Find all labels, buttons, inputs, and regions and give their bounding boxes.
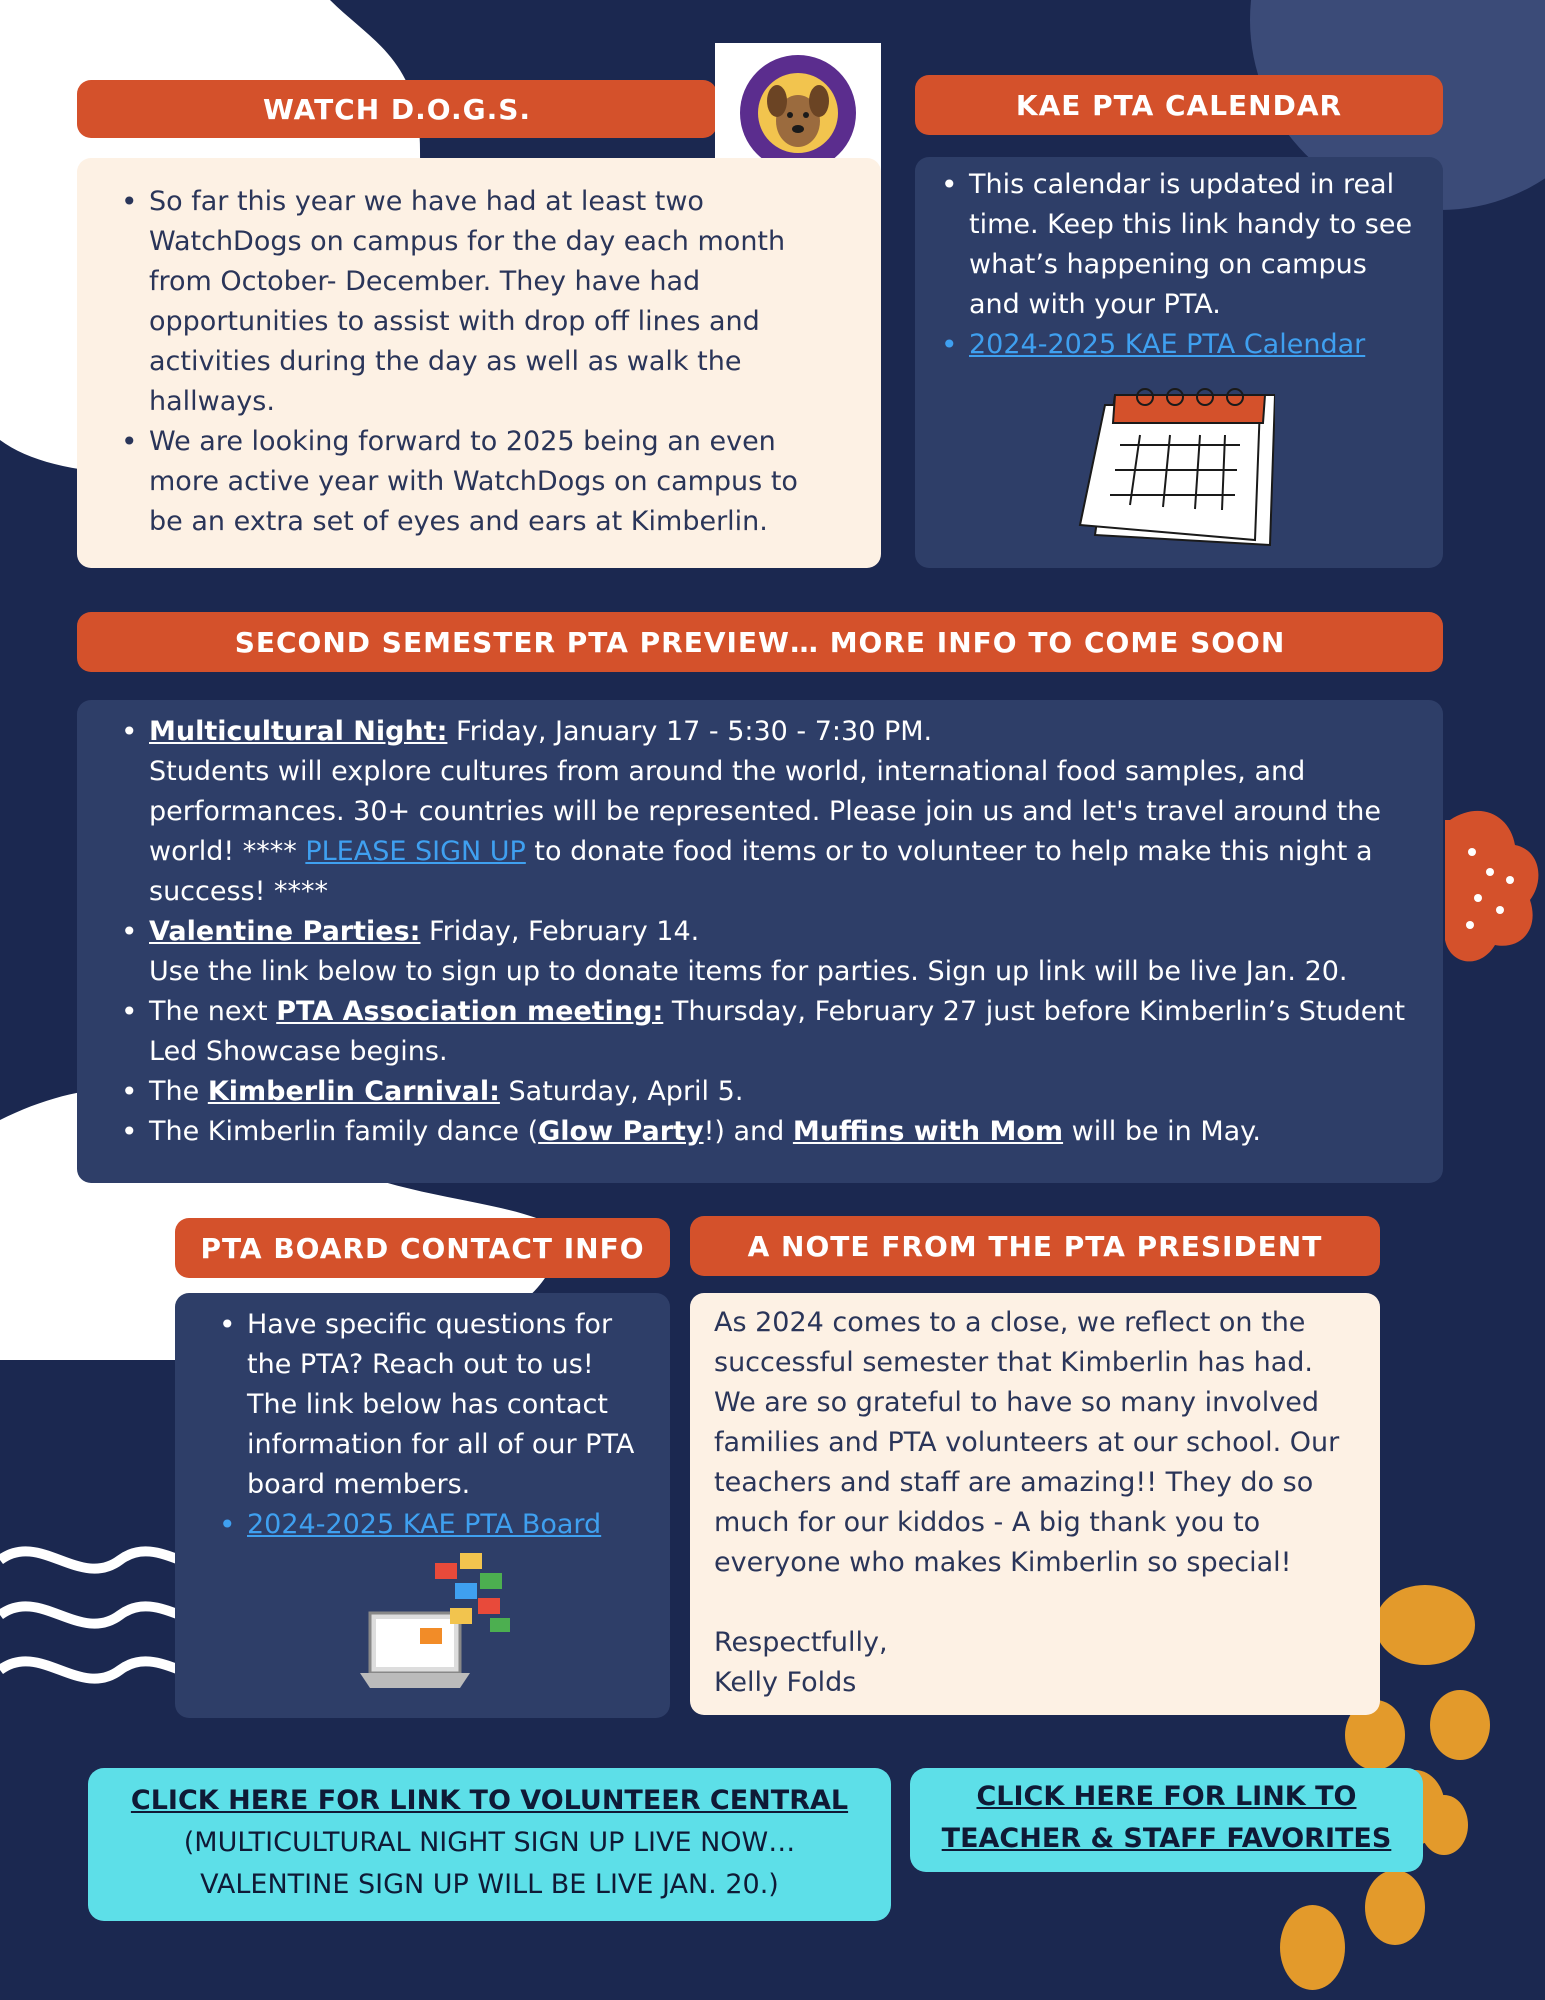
carnival-pre: The xyxy=(149,1076,208,1107)
list-item xyxy=(113,182,831,422)
list-item xyxy=(113,1112,1423,1152)
multicultural-when: Friday, January 17 - 5:30 - 7:30 PM. xyxy=(447,716,933,747)
watchdogs-bullet-text: We are looking forward to 2025 being an even more active year with WatchDogs on campus to be an extra set of eyes and ears at Kimberlin. xyxy=(149,426,798,537)
meeting-post: Thursday, February 27 just before Kimberlin’s Student Led Showcase begins. xyxy=(149,996,1406,1067)
watchdogs-header xyxy=(77,80,717,138)
teacher-favorites-line1: CLICK HERE FOR LINK TO xyxy=(976,1781,1357,1812)
list-item xyxy=(211,1305,640,1505)
meeting-pre: The next xyxy=(149,996,277,1027)
calendar-text: This calendar is updated in real time. Keep this link handy to see what’s happening on campus and with your PTA. xyxy=(969,169,1413,320)
carnival-post: Saturday, April 5. xyxy=(499,1076,744,1107)
muffins-with-mom: Muffins with Mom xyxy=(792,1116,1064,1147)
accent-dot xyxy=(1375,1585,1475,1665)
board-text: Have specific questions for the PTA? Reach out to us! The link below has contact information for all of our PTA board members. xyxy=(247,1309,635,1500)
board-header-text: PTA BOARD CONTACT INFO xyxy=(200,1231,645,1265)
list-item xyxy=(113,712,1423,912)
president-closing: Respectfully, xyxy=(714,1627,888,1658)
laptop-mail-icon xyxy=(360,1548,530,1698)
president-header-text: A NOTE FROM THE PTA PRESIDENT xyxy=(747,1229,1323,1263)
calendar-panel xyxy=(915,157,1443,568)
sign-up-link[interactable]: PLEASE SIGN UP xyxy=(305,836,526,867)
dance-pre: The Kimberlin family dance ( xyxy=(149,1116,539,1147)
president-header xyxy=(690,1216,1380,1276)
calendar-header-text: KAE PTA CALENDAR xyxy=(1015,88,1343,122)
multicultural-desc: Students will explore cultures from around the world, international food samples, and performances. 30+ countries will be represented. Please join us and let's travel around the world! **** xyxy=(149,756,1381,867)
multicultural-desc-end: to donate food items or to volunteer to help make this night a success! **** xyxy=(149,836,1373,907)
volunteer-central-line3: VALENTINE SIGN UP WILL BE LIVE JAN. 20.) xyxy=(200,1869,779,1900)
preview-header xyxy=(77,612,1443,672)
list-item xyxy=(933,325,1425,365)
accent-dot xyxy=(1430,1690,1490,1760)
calendar-link[interactable]: 2024-2025 KAE PTA Calendar xyxy=(969,329,1366,360)
dance-mid: !) and xyxy=(703,1116,793,1147)
valentine-when: Friday, February 14. xyxy=(420,916,700,947)
board-header xyxy=(175,1218,670,1278)
volunteer-central-title: CLICK HERE FOR LINK TO VOLUNTEER CENTRAL xyxy=(130,1785,849,1816)
president-signature: Kelly Folds xyxy=(714,1667,857,1698)
multicultural-title: Multicultural Night: xyxy=(149,716,448,747)
list-item xyxy=(211,1505,640,1545)
list-item xyxy=(113,422,831,542)
accent-dot xyxy=(1420,1795,1468,1855)
meeting-title: PTA Association meeting: xyxy=(276,996,664,1027)
list-item xyxy=(113,992,1423,1072)
glow-party: Glow Party xyxy=(538,1116,704,1147)
board-link[interactable]: 2024-2025 KAE PTA Board xyxy=(247,1509,602,1540)
accent-dot xyxy=(1365,1870,1425,1945)
preview-header-text: SECOND SEMESTER PTA PREVIEW… MORE INFO TO COME SOON xyxy=(234,625,1286,659)
watchdogs-bullet-text: So far this year we have had at least two WatchDogs on campus for the day each month from October- December. They have had opportunities to assist with drop off lines and activities during the day as well as walk the hallways. xyxy=(149,186,786,417)
watchdogs-panel xyxy=(77,158,881,568)
list-item xyxy=(113,912,1423,992)
board-panel xyxy=(175,1293,670,1718)
calendar-header xyxy=(915,75,1443,135)
president-note-body: As 2024 comes to a close, we reflect on the successful semester that Kimberlin has had. We are so grateful to have so many involved families and PTA volunteers at our school. Our teachers and staff are amazing!! They do so much for our kiddos - A big thank you to everyone who makes Kimberlin so special! xyxy=(714,1307,1340,1578)
list-item xyxy=(113,1072,1423,1112)
list-item xyxy=(933,165,1425,325)
dance-post: will be in May. xyxy=(1063,1116,1261,1147)
volunteer-central-line2: (MULTICULTURAL NIGHT SIGN UP LIVE NOW… xyxy=(183,1827,796,1858)
president-panel xyxy=(690,1293,1380,1715)
valentine-desc: Use the link below to sign up to donate items for parties. Sign up link will be live Jan. 20. xyxy=(149,956,1348,987)
calendar-icon xyxy=(1075,385,1275,550)
preview-panel xyxy=(77,700,1443,1183)
valentine-title: Valentine Parties: xyxy=(149,916,421,947)
volunteer-central-button[interactable] xyxy=(88,1768,891,1921)
teacher-favorites-button[interactable] xyxy=(910,1768,1423,1872)
watchdogs-header-text: WATCH D.O.G.S. xyxy=(262,92,532,126)
accent-dot xyxy=(1280,1905,1345,1990)
carnival-title: Kimberlin Carnival: xyxy=(207,1076,500,1107)
teacher-favorites-line2: TEACHER & STAFF FAVORITES xyxy=(941,1823,1392,1854)
